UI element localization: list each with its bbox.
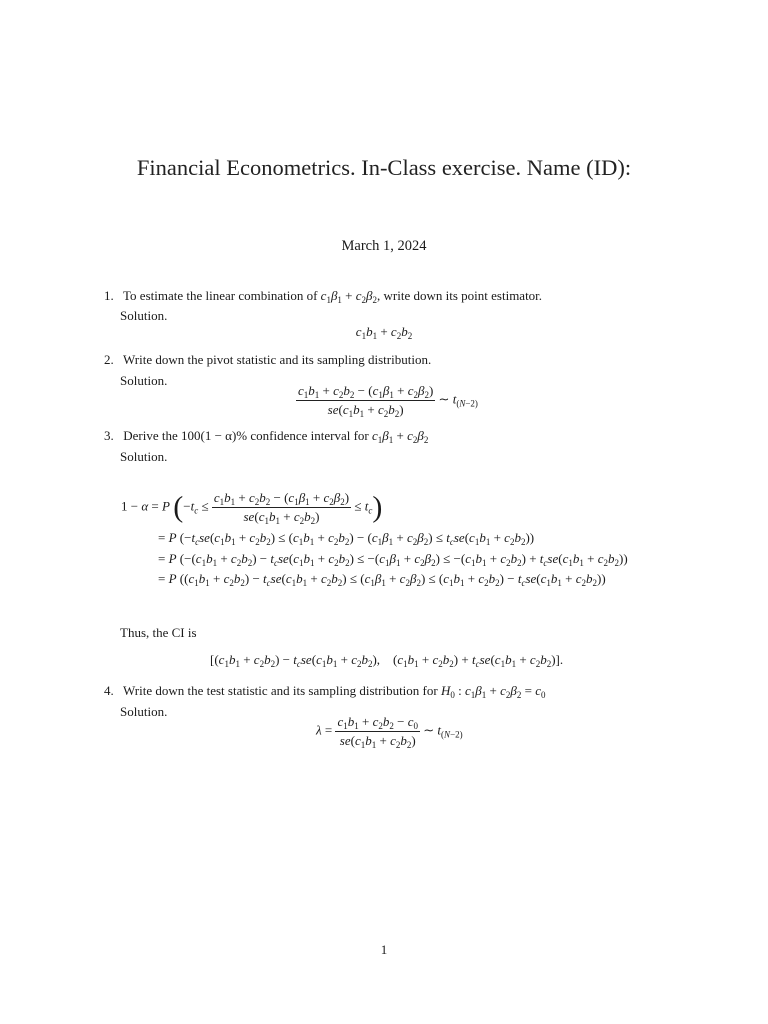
question-1-text: To estimate the linear combination of	[123, 288, 318, 303]
ci-derivation-line-3: = P $(-(c_1b_1 + c_2b_2) - t_cse(c_1b_1 + c_2b_2) \le -(c_1\beta_1 + c_2\beta_2) \le -(c_1b_1 + c_2b_2) + t_cse(c_1b_1 + c_2b_2))$	[158, 551, 628, 568]
ci-derivation-line-4: = P $((c_1b_1 + c_2b_2) - t_cse(c_1b_1 + c_2b_2) \le (c_1\beta_1 + c_2\beta_2) \le (c_1b_1 + c_2b_2) - t_cse(c_1b_1 + c_2b_2))$	[158, 571, 606, 588]
test-statistic: λ = $\frac{c_1b_1 + c_2b_2 - c_0}{se(c_1b_1 + c_2b_2)}$ ∼ $t_{(N-2)}$	[316, 714, 463, 750]
question-4: 4. Write down the test statistic and its sampling distribution for $H_0$ : $c_1\beta_1 + c_2\beta_2 = c_0$	[104, 683, 546, 700]
page-title: Financial Econometrics. In-Class exercise. Name (ID):	[136, 155, 632, 180]
math-linear-combination: $c_1\beta_1 + c_2\beta_2$	[372, 428, 429, 445]
solution-label: Solution.	[120, 308, 168, 323]
question-4-text: Write down the test statistic and its sampling distribution for	[123, 683, 438, 698]
question-2: 2. Write down the pivot statistic and its sampling distribution.	[104, 352, 432, 367]
ci-derivation-line-2: = P $(-t_cse(c_1b_1 + c_2b_2) \le (c_1b_1 + c_2b_2) - (c_1\beta_1 + c_2\beta_2) \le t_cse(c_1b_1 + c_2b_2))$	[158, 530, 535, 547]
question-1: 1. To estimate the linear combination of $c_1\beta_1 + c_2\beta_2$, write down its point estimator.	[104, 288, 543, 305]
solution-label: Solution.	[120, 373, 168, 388]
solution-label: Solution.	[120, 449, 168, 464]
point-estimator: $c_1b_1 + c_2b_2$	[355, 324, 413, 341]
ci-derivation-line-1: 1 − α = P ($-t_c$ ≤ $\frac{c_1b_1 + c_2b_2 - (c_1\beta_1 + c_2\beta_2)}{se(c_1b_1 + c_2b_2)}$ ≤ $t_c$)	[121, 490, 383, 526]
question-3-text: Derive the 100(1 − α)% confidence interval for	[123, 428, 369, 443]
math-null-hypothesis: $H_0$ : $c_1\beta_1 + c_2\beta_2 = c_0$	[440, 683, 546, 700]
confidence-interval: [$(c_1b_1 + c_2b_2) - t_cse(c_1b_1 + c_2b_2)$, $(c_1b_1 + c_2b_2) + t_cse(c_1b_1 + c_2b_2)$].	[210, 652, 564, 669]
solution-label: Solution.	[120, 704, 168, 719]
question-2-text: Write down the pivot statistic and its sampling distribution.	[123, 352, 432, 367]
pivot-statistic: $\frac{c_1b_1 + c_2b_2 - (c_1\beta_1 + c_2\beta_2)}{se(c_1b_1 + c_2b_2)}$ ∼ $t_{(N-2)}$	[298, 383, 478, 419]
page-number: 1	[380, 942, 388, 957]
math-linear-combination: $c_1\beta_1 + c_2\beta_2$	[320, 288, 378, 305]
document-date: March 1, 2024	[341, 238, 427, 254]
question-1-suffix: , write down its point estimator.	[377, 288, 543, 303]
question-3: 3. Derive the 100(1 − α)% confidence interval for $c_1\beta_1 + c_2\beta_2$	[104, 428, 429, 445]
thus-text: Thus, the CI is	[120, 625, 197, 640]
